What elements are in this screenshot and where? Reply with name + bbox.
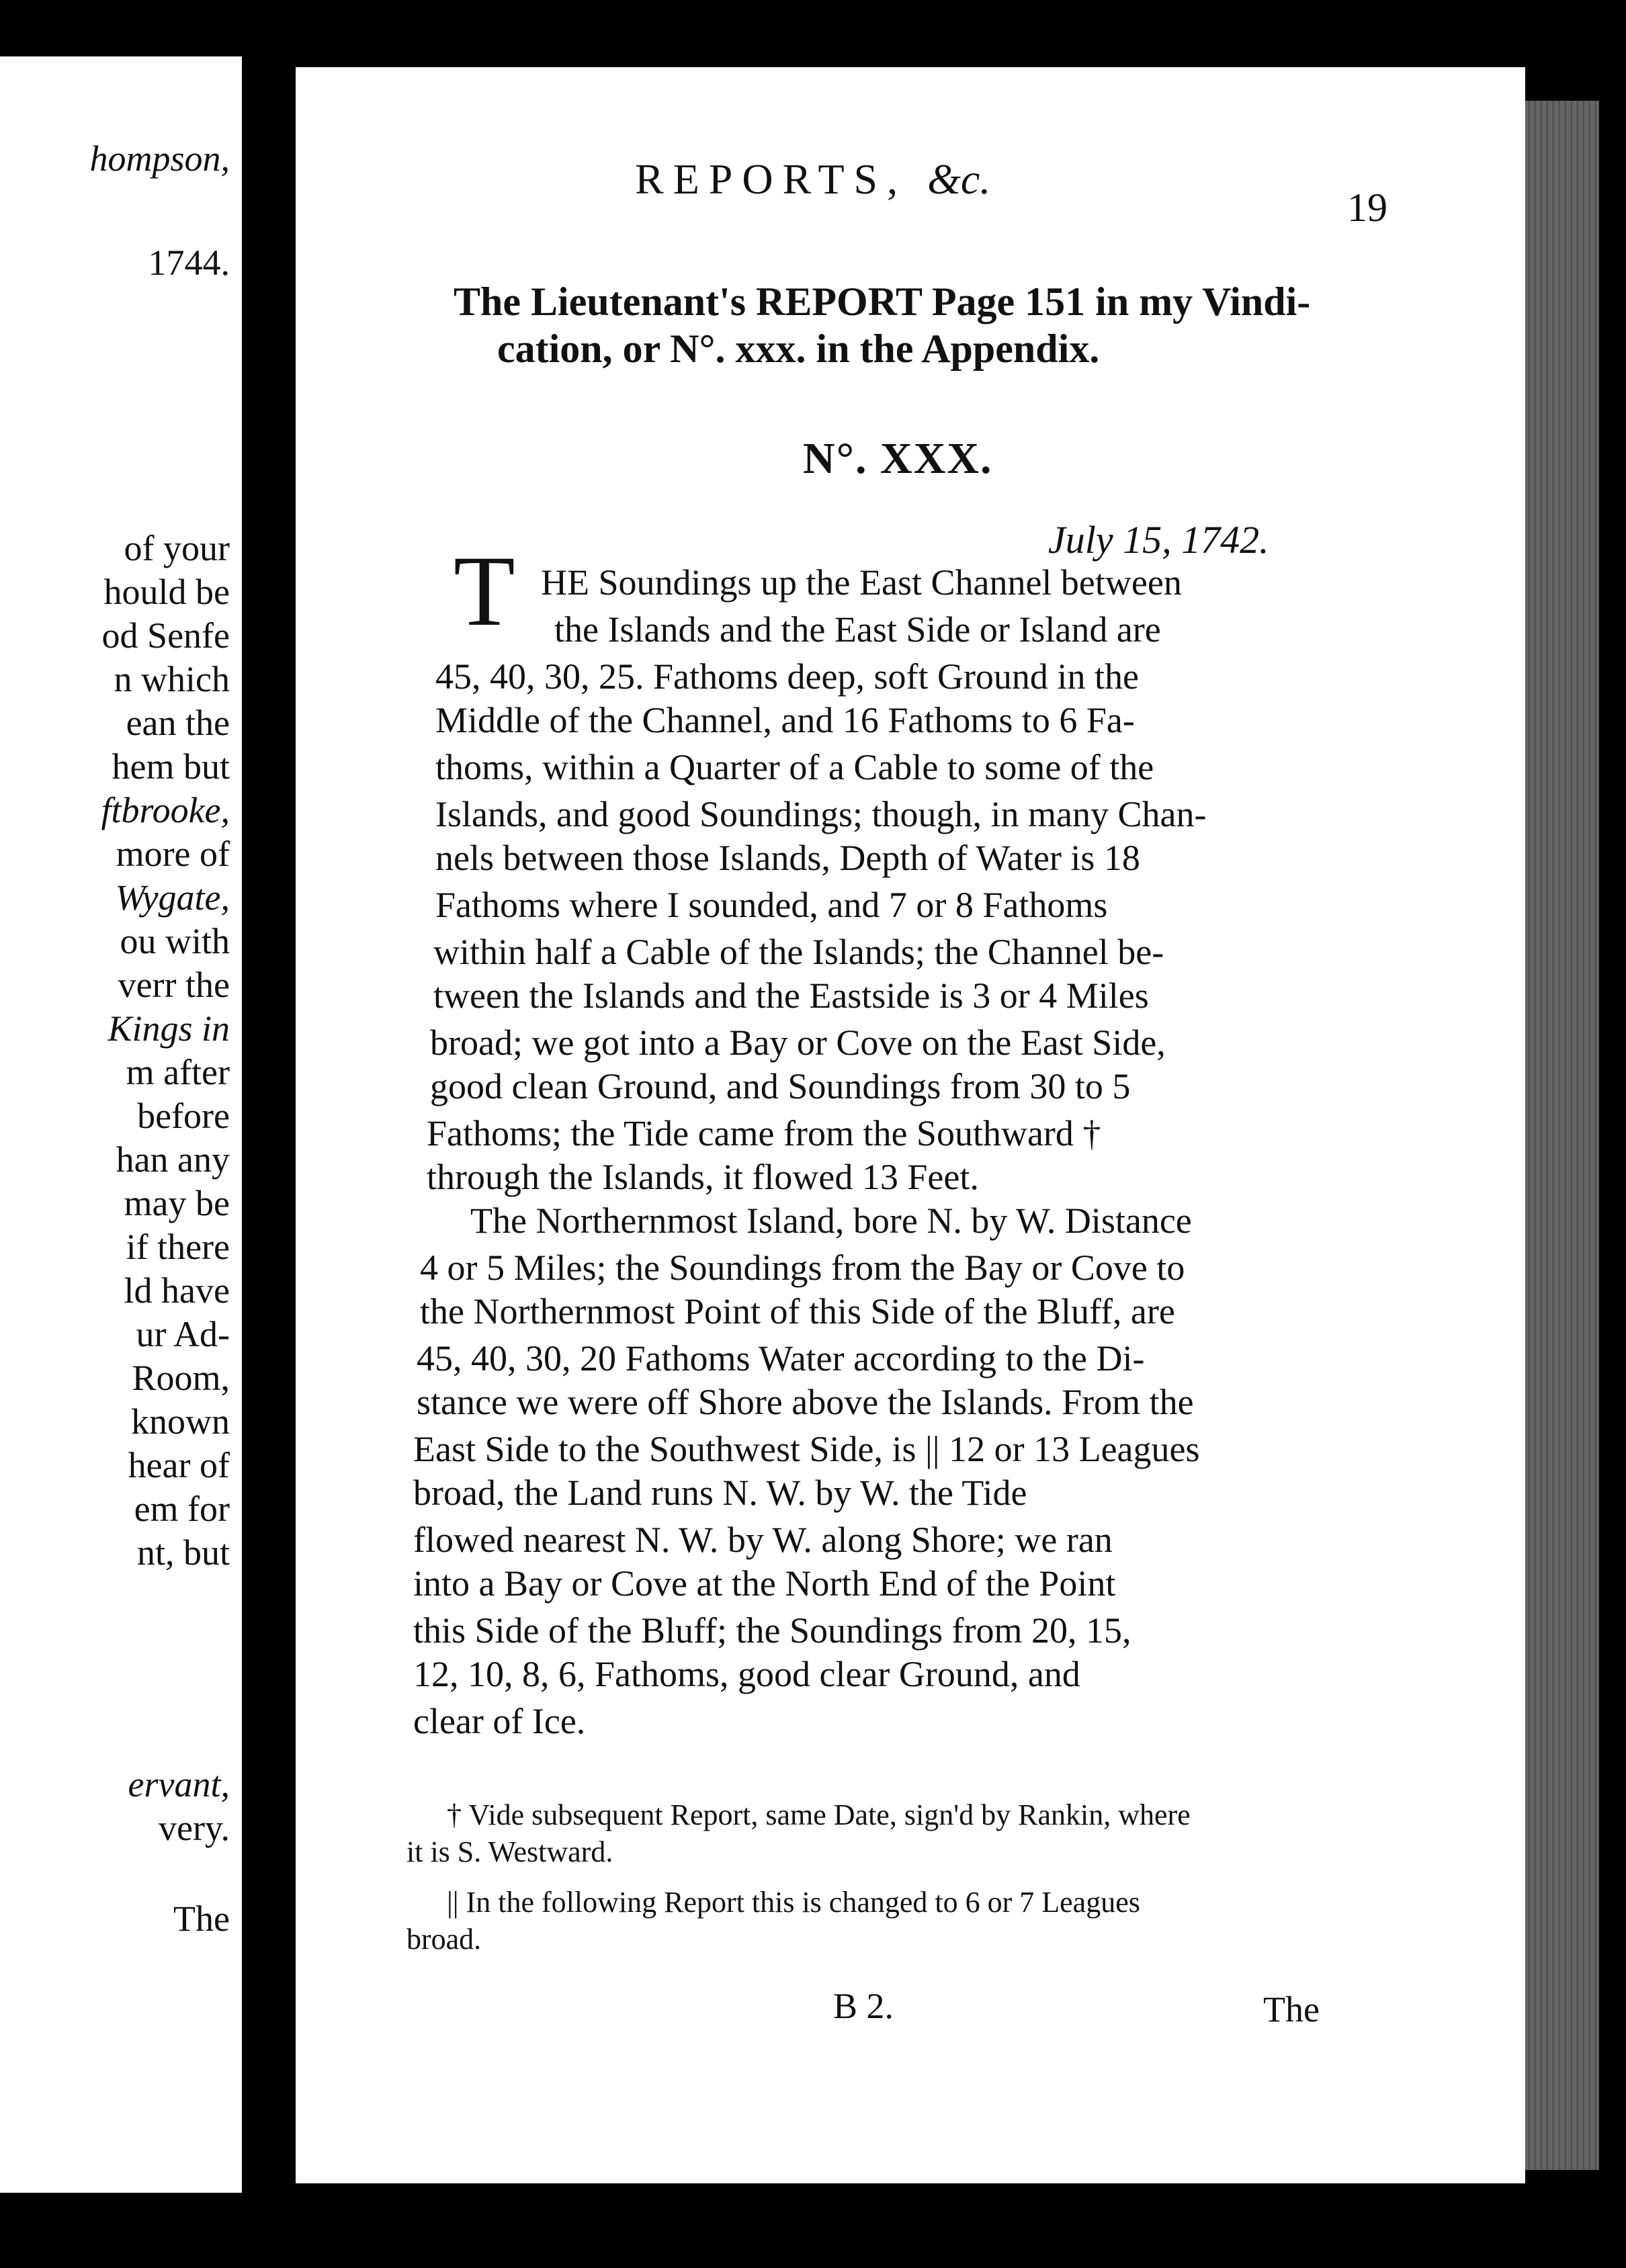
facing-page-line: ervant,	[128, 1764, 230, 1804]
body-line: broad; we got into a Bay or Cove on the East Side,	[430, 1022, 1166, 1063]
facing-page-line: Wygate,	[115, 877, 230, 918]
body-line: East Side to the Southwest Side, is || 12 or 13 Leagues	[413, 1429, 1200, 1469]
facing-page-line: of your	[124, 528, 230, 568]
body-line: nels between those Islands, Depth of Water is 18	[435, 838, 1140, 878]
footnote-line: it is S. Westward.	[406, 1835, 613, 1868]
facing-page-line: hould be	[103, 572, 230, 612]
page-number: 19	[1347, 185, 1387, 230]
body-line: within half a Cable of the Islands; the Channel be-	[433, 932, 1164, 972]
body-line: The Northernmost Island, bore N. by W. Distance	[470, 1201, 1192, 1241]
footnote-line: † Vide subsequent Report, same Date, sign'd by Rankin, where	[447, 1798, 1191, 1831]
running-head-title: REPORTS,	[635, 155, 908, 203]
body-line: Islands, and good Soundings; though, in many Chan-	[435, 794, 1207, 834]
facing-page-line: known	[131, 1401, 230, 1442]
running-head-etc: &c.	[927, 155, 991, 203]
body-line: good clean Ground, and Soundings from 30 to 5	[430, 1066, 1131, 1106]
facing-page-line: may be	[124, 1183, 230, 1223]
body-line: flowed nearest N. W. by W. along Shore; we ran	[413, 1520, 1113, 1560]
facing-page	[0, 56, 242, 2193]
body-line: the Northernmost Point of this Side of the Bluff, are	[420, 1291, 1175, 1332]
book-gutter	[242, 0, 296, 2268]
footnote-line: || In the following Report this is changed to 6 or 7 Leagues	[447, 1886, 1140, 1919]
facing-page-line: ld have	[124, 1270, 230, 1311]
running-head	[635, 155, 990, 204]
facing-page-line: n which	[114, 659, 230, 699]
facing-page-line: verr the	[118, 965, 230, 1005]
body-line: 45, 40, 30, 25. Fathoms deep, soft Ground in the	[435, 656, 1139, 697]
facing-page-line: very.	[159, 1808, 230, 1848]
body-line: Fathoms where I sounded, and 7 or 8 Fathoms	[435, 885, 1108, 925]
facing-page-line: before	[137, 1096, 230, 1136]
facing-page-line: if there	[126, 1227, 230, 1267]
facing-page-line: The	[173, 1899, 230, 1939]
facing-page-line: m after	[126, 1052, 230, 1092]
facing-page-line: hompson,	[89, 138, 230, 179]
body-line: 4 or 5 Miles; the Soundings from the Bay or Cove to	[420, 1248, 1185, 1288]
body-line: 45, 40, 30, 20 Fathoms Water according to the Di-	[417, 1338, 1145, 1379]
facing-page-line: od Senfe	[101, 615, 230, 656]
body-line: Middle of the Channel, and 16 Fathoms to 6 Fa-	[435, 700, 1135, 740]
signature-mark: B 2.	[833, 1986, 894, 2026]
body-line: HE Soundings up the East Channel between	[541, 562, 1182, 603]
facing-page-line: Room,	[132, 1358, 230, 1398]
page-edge-stack	[1525, 101, 1599, 2170]
report-title-line: cation, or N°. xxx. in the Appendix.	[497, 326, 1100, 371]
body-line: clear of Ice.	[413, 1701, 586, 1741]
catchword: The	[1263, 1989, 1320, 2030]
body-line: into a Bay or Cove at the North End of the Point	[413, 1563, 1116, 1604]
body-line: thoms, within a Quarter of a Cable to some of the	[435, 747, 1154, 787]
facing-page-line: nt, but	[136, 1532, 230, 1573]
report-title-line: The Lieutenant's REPORT Page 151 in my Vindi-	[454, 279, 1311, 324]
facing-page-line: han any	[116, 1139, 230, 1180]
facing-page-line: ftbrooke,	[101, 790, 230, 830]
report-date: July 15, 1742.	[1048, 518, 1269, 562]
facing-page-line: em for	[134, 1489, 230, 1529]
body-line: through the Islands, it flowed 13 Feet.	[427, 1157, 979, 1197]
body-line: 12, 10, 8, 6, Fathoms, good clear Ground, and	[413, 1654, 1080, 1694]
facing-page-line: ean the	[126, 703, 230, 743]
facing-page-line: hear of	[128, 1445, 230, 1485]
facing-page-line: ou with	[120, 921, 230, 961]
facing-page-line: hem but	[112, 746, 230, 787]
body-line: Fathoms; the Tide came from the Southward †	[427, 1113, 1101, 1153]
facing-page-line: ur Ad-	[136, 1314, 230, 1354]
body-line: this Side of the Bluff; the Soundings from 20, 15,	[413, 1610, 1131, 1651]
body-line: broad, the Land runs N. W. by W. the Tide	[413, 1473, 1027, 1513]
section-number: N°. XXX.	[803, 434, 993, 483]
body-line: the Islands and the East Side or Island are	[554, 609, 1161, 650]
facing-page-line: Kings in	[108, 1008, 230, 1049]
facing-page-line: more of	[116, 834, 230, 874]
facing-page-line: 1744.	[148, 243, 230, 283]
body-line: stance we were off Shore above the Islands. From the	[417, 1382, 1194, 1422]
footnote-line: broad.	[406, 1923, 482, 1956]
drop-cap: T	[454, 535, 515, 647]
body-line: tween the Islands and the Eastside is 3 or 4 Miles	[433, 975, 1149, 1016]
